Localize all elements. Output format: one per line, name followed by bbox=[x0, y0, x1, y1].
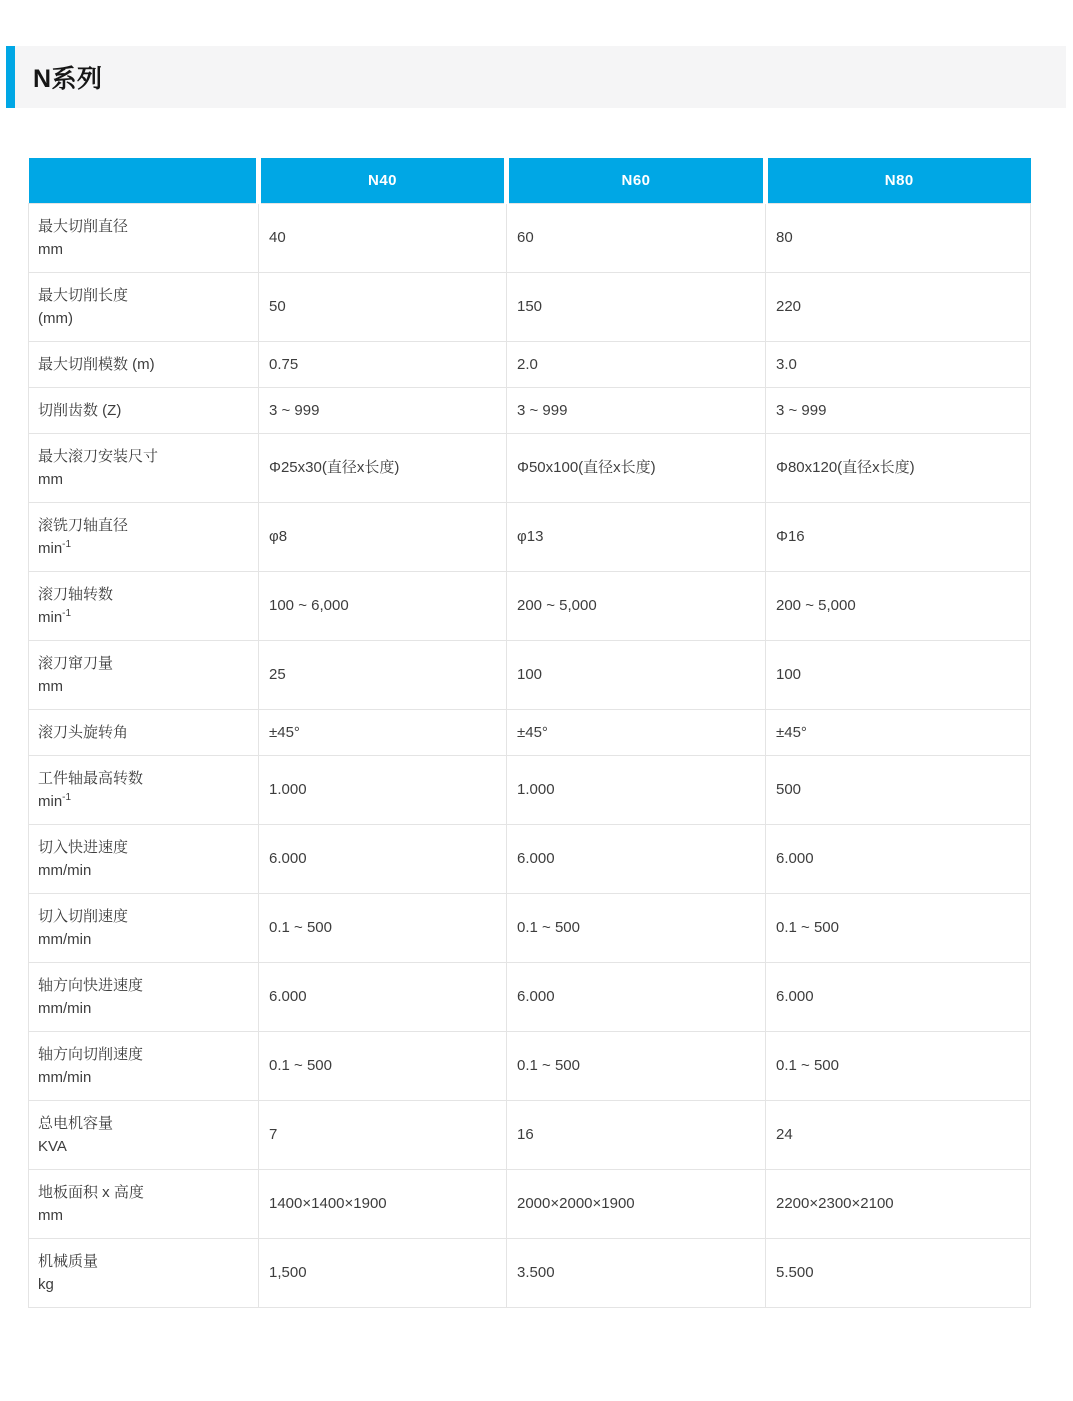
row-unit: $\min^{-1}$ bbox=[38, 538, 72, 557]
row-label-cell bbox=[29, 203, 259, 272]
table-row bbox=[29, 640, 1031, 709]
row-unit-superscript: -1 bbox=[62, 607, 72, 619]
value-cell: 0.1 ~ 500 bbox=[259, 1031, 507, 1100]
row-unit-superscript: -1 bbox=[62, 538, 72, 550]
row-label: 切入快进速度 bbox=[38, 838, 129, 856]
table-row bbox=[29, 755, 1031, 824]
row-label: 滚刀窜刀量 bbox=[38, 654, 114, 672]
row-unit: mm bbox=[38, 470, 63, 488]
table-row bbox=[29, 824, 1031, 893]
value-cell: 1.000 bbox=[259, 755, 507, 824]
row-unit: KVA bbox=[38, 1137, 67, 1155]
row-unit: mm bbox=[38, 1206, 63, 1224]
value-cell: 200 ~ 5,000 bbox=[766, 571, 1031, 640]
row-label-cell bbox=[29, 272, 259, 341]
row-label: 滚刀头旋转角 bbox=[38, 723, 129, 741]
value-cell: 2200×2300×2100 bbox=[766, 1169, 1031, 1238]
value-cell: 3 ~ 999 bbox=[766, 387, 1031, 433]
value-cell: 3.500 bbox=[507, 1238, 766, 1307]
row-label-cell bbox=[29, 709, 259, 755]
row-unit: kg bbox=[38, 1275, 54, 1293]
value-cell: ±45° bbox=[507, 709, 766, 755]
table-row bbox=[29, 709, 1031, 755]
value-cell: 1,500 bbox=[259, 1238, 507, 1307]
value-cell: φ8 bbox=[259, 502, 507, 571]
row-label: 地板面积 x 高度 bbox=[38, 1183, 144, 1201]
value-cell: 60 bbox=[507, 203, 766, 272]
value-cell: 6.000 bbox=[507, 962, 766, 1031]
row-unit: $\min^{-1}$ bbox=[38, 607, 72, 626]
value-cell: 6.000 bbox=[259, 962, 507, 1031]
row-label-cell bbox=[29, 1238, 259, 1307]
row-label-cell bbox=[29, 824, 259, 893]
header-row bbox=[29, 158, 1031, 203]
row-label: 最大切削模数 (m) bbox=[38, 355, 155, 373]
row-label-cell bbox=[29, 1100, 259, 1169]
value-cell: 100 bbox=[766, 640, 1031, 709]
row-label: 最大滚刀安装尺寸 bbox=[38, 447, 159, 465]
value-cell: Φ50x100(直径x长度) bbox=[507, 433, 766, 502]
table-row bbox=[29, 571, 1031, 640]
value-cell: 100 bbox=[507, 640, 766, 709]
header-cell-n80: N80 bbox=[766, 158, 1031, 203]
header-cell-n60: N60 bbox=[507, 158, 766, 203]
row-unit: mm/min bbox=[38, 999, 92, 1017]
row-unit: $\min^{-1}$ bbox=[38, 791, 72, 810]
table-row bbox=[29, 387, 1031, 433]
value-cell: 0.1 ~ 500 bbox=[259, 893, 507, 962]
spec-table-header bbox=[29, 158, 1031, 203]
value-cell: ±45° bbox=[259, 709, 507, 755]
row-label-cell bbox=[29, 1169, 259, 1238]
value-cell: Φ16 bbox=[766, 502, 1031, 571]
table-row bbox=[29, 1169, 1031, 1238]
table-row bbox=[29, 272, 1031, 341]
value-cell: 220 bbox=[766, 272, 1031, 341]
table-row bbox=[29, 962, 1031, 1031]
value-cell: 150 bbox=[507, 272, 766, 341]
row-label-cell bbox=[29, 387, 259, 433]
spec-table bbox=[28, 158, 1031, 1308]
row-label: 最大切削长度 bbox=[38, 286, 129, 304]
row-unit-superscript: -1 bbox=[62, 791, 72, 803]
table-row bbox=[29, 433, 1031, 502]
value-cell: 500 bbox=[766, 755, 1031, 824]
row-label-cell bbox=[29, 571, 259, 640]
value-cell: 0.1 ~ 500 bbox=[766, 1031, 1031, 1100]
row-label: 轴方向快进速度 bbox=[38, 976, 144, 994]
table-body bbox=[29, 203, 1031, 1307]
table-row bbox=[29, 1100, 1031, 1169]
row-label-cell bbox=[29, 962, 259, 1031]
row-label: 总电机容量 bbox=[38, 1114, 114, 1132]
value-cell: 0.75 bbox=[259, 341, 507, 387]
table-row bbox=[29, 1238, 1031, 1307]
page-title: N系列 bbox=[33, 65, 103, 93]
value-cell: 16 bbox=[507, 1100, 766, 1169]
value-cell: 7 bbox=[259, 1100, 507, 1169]
table-row bbox=[29, 502, 1031, 571]
row-label-cell bbox=[29, 433, 259, 502]
value-cell: ±45° bbox=[766, 709, 1031, 755]
value-cell: Φ80x120(直径x长度) bbox=[766, 433, 1031, 502]
value-cell: 0.1 ~ 500 bbox=[507, 893, 766, 962]
row-unit: mm/min bbox=[38, 1068, 92, 1086]
value-cell: 50 bbox=[259, 272, 507, 341]
title-accent-bar bbox=[6, 46, 15, 108]
row-label-cell bbox=[29, 755, 259, 824]
row-unit: mm/min bbox=[38, 861, 92, 879]
value-cell: 25 bbox=[259, 640, 507, 709]
table-row bbox=[29, 893, 1031, 962]
row-label: 切削齿数 (Z) bbox=[38, 401, 122, 419]
row-label: 机械质量 bbox=[38, 1252, 99, 1270]
row-label: 轴方向切削速度 bbox=[38, 1045, 144, 1063]
value-cell: 2.0 bbox=[507, 341, 766, 387]
row-label-cell bbox=[29, 502, 259, 571]
header-cell-blank bbox=[29, 158, 259, 203]
value-cell: 1400×1400×1900 bbox=[259, 1169, 507, 1238]
row-label: 工件轴最高转数 bbox=[38, 769, 144, 787]
value-cell: 6.000 bbox=[507, 824, 766, 893]
header-cell-n40: N40 bbox=[259, 158, 507, 203]
value-cell: 1.000 bbox=[507, 755, 766, 824]
row-label: 滚刀轴转数 bbox=[38, 585, 114, 603]
value-cell: 0.1 ~ 500 bbox=[507, 1031, 766, 1100]
value-cell: 24 bbox=[766, 1100, 1031, 1169]
table-row bbox=[29, 341, 1031, 387]
row-label-cell bbox=[29, 893, 259, 962]
value-cell: 3 ~ 999 bbox=[507, 387, 766, 433]
row-unit: (mm) bbox=[38, 309, 73, 327]
value-cell: 6.000 bbox=[766, 962, 1031, 1031]
table-row bbox=[29, 1031, 1031, 1100]
row-unit: mm bbox=[38, 677, 63, 695]
value-cell: 0.1 ~ 500 bbox=[766, 893, 1031, 962]
value-cell: Φ25x30(直径x长度) bbox=[259, 433, 507, 502]
row-unit: mm/min bbox=[38, 930, 92, 948]
row-label: 最大切削直径 bbox=[38, 217, 129, 235]
row-label-cell bbox=[29, 341, 259, 387]
value-cell: 100 ~ 6,000 bbox=[259, 571, 507, 640]
value-cell: φ13 bbox=[507, 502, 766, 571]
row-unit: mm bbox=[38, 240, 63, 258]
row-label-cell bbox=[29, 640, 259, 709]
row-label: 切入切削速度 bbox=[38, 907, 129, 925]
row-label-cell bbox=[29, 1031, 259, 1100]
value-cell: 80 bbox=[766, 203, 1031, 272]
table-row bbox=[29, 203, 1031, 272]
value-cell: 2000×2000×1900 bbox=[507, 1169, 766, 1238]
row-label: 滚铣刀轴直径 bbox=[38, 516, 129, 534]
value-cell: 3 ~ 999 bbox=[259, 387, 507, 433]
title-band bbox=[6, 46, 1066, 108]
value-cell: 200 ~ 5,000 bbox=[507, 571, 766, 640]
value-cell: 3.0 bbox=[766, 341, 1031, 387]
value-cell: 40 bbox=[259, 203, 507, 272]
value-cell: 5.500 bbox=[766, 1238, 1031, 1307]
value-cell: 6.000 bbox=[766, 824, 1031, 893]
value-cell: 6.000 bbox=[259, 824, 507, 893]
